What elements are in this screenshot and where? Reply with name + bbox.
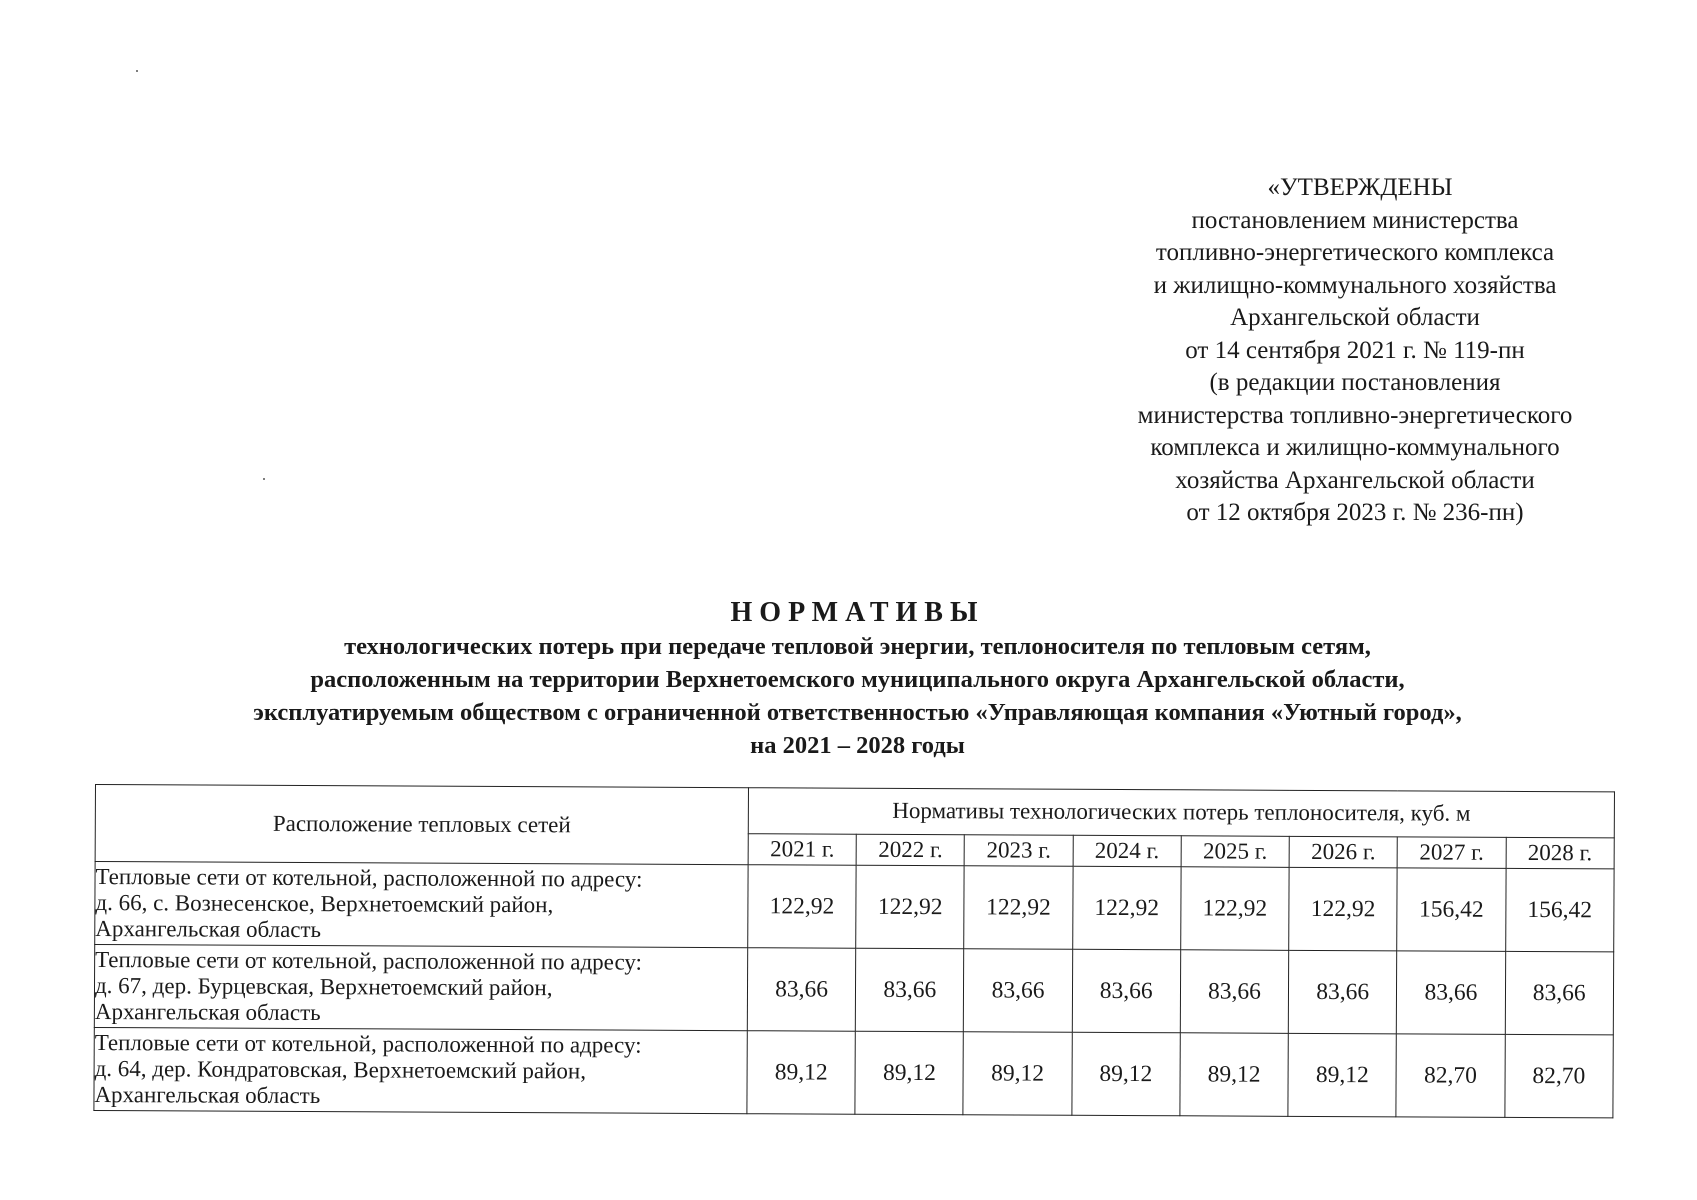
scan-speck <box>263 478 265 480</box>
location-column-header: Расположение тепловых сетей <box>95 785 748 865</box>
value-cell: 156,42 <box>1397 868 1506 952</box>
location-line: Тепловые сети от котельной, расположенной по адресу: <box>94 1030 642 1058</box>
value-cell: 89,12 <box>855 1031 964 1115</box>
table-row <box>95 862 1614 952</box>
approval-line: постановлением министерства <box>1191 206 1519 234</box>
value-cell: 83,66 <box>1288 950 1397 1034</box>
title-subline: эксплуатируемым обществом с ограниченной ответственностью «Управляющая компания «Уютный город», <box>253 699 1462 726</box>
value-cell: 83,66 <box>747 948 856 1032</box>
location-line: Архангельская область <box>94 999 321 1026</box>
year-header: 2026 г. <box>1289 836 1397 868</box>
value-cell: 89,12 <box>1072 1032 1181 1116</box>
document-title <box>90 596 1625 762</box>
approval-line: топливно-энергетического комплекса <box>1155 239 1555 266</box>
location-line: Архангельская область <box>95 916 322 943</box>
approval-line: и жилищно-коммунального хозяйства <box>1153 271 1557 299</box>
approval-line: от 12 октября 2023 г. № 236-пн) <box>1186 499 1524 526</box>
header-row <box>95 785 1614 838</box>
value-cell: 122,92 <box>856 865 965 949</box>
value-cell: 83,66 <box>964 949 1073 1033</box>
location-line: д. 64, дер. Кондратовская, Верхнетоемский район, <box>94 1056 587 1084</box>
value-cell: 122,92 <box>1289 867 1398 951</box>
year-header: 2025 г. <box>1181 835 1289 867</box>
title-subline: на 2021 – 2028 годы <box>750 732 965 759</box>
location-line: Архангельская область <box>94 1082 321 1109</box>
approval-line: комплекса и жилищно-коммунального <box>1150 434 1560 461</box>
value-cell: 89,12 <box>1180 1033 1289 1117</box>
value-cell: 83,66 <box>1180 950 1289 1034</box>
scan-speck <box>136 70 138 72</box>
approval-line: хозяйства Архангельской области <box>1175 466 1535 494</box>
year-header: 2021 г. <box>748 833 856 865</box>
value-cell: 156,42 <box>1505 868 1614 952</box>
location-cell <box>94 1027 747 1113</box>
location-line: Тепловые сети от котельной, расположенной по адресу: <box>95 947 643 975</box>
norms-table <box>93 784 1615 1118</box>
value-cell: 83,66 <box>1072 949 1181 1033</box>
value-cell: 122,92 <box>1072 866 1181 950</box>
value-cell: 122,92 <box>964 866 1073 950</box>
value-cell: 83,66 <box>1505 951 1614 1035</box>
location-cell <box>95 862 748 948</box>
year-header: 2027 г. <box>1397 836 1505 868</box>
location-line: Тепловые сети от котельной, расположенной по адресу: <box>95 864 643 892</box>
approval-line: от 14 сентября 2021 г. № 119-пн <box>1185 336 1525 364</box>
year-header: 2028 г. <box>1506 837 1615 869</box>
approval-line: министерства топливно-энергетического <box>1137 401 1573 429</box>
location-cell <box>94 945 747 1031</box>
title-main: НОРМАТИВЫ <box>730 597 985 628</box>
value-cell: 83,66 <box>1397 951 1506 1035</box>
title-subline: технологических потерь при передаче тепловой энергии, теплоносителя по тепловым сетям, <box>344 633 1371 660</box>
value-cell: 122,92 <box>1181 867 1290 951</box>
approval-stamp-block <box>1090 172 1620 530</box>
location-line: д. 66, с. Вознесенское, Верхнетоемский район, <box>95 890 554 918</box>
norms-column-header: Нормативы технологических потерь теплоносителя, куб. м <box>748 788 1614 838</box>
value-cell: 89,12 <box>1288 1033 1397 1117</box>
year-header: 2022 г. <box>856 834 964 866</box>
value-cell: 122,92 <box>748 865 857 949</box>
year-header: 2023 г. <box>965 834 1073 866</box>
value-cell: 83,66 <box>856 948 965 1032</box>
value-cell: 89,12 <box>963 1032 1072 1116</box>
table-row <box>94 1027 1613 1117</box>
value-cell: 89,12 <box>747 1031 856 1115</box>
value-cell: 82,70 <box>1396 1034 1505 1118</box>
title-subline: расположенным на территории Верхнетоемского муниципального округа Архангельской области, <box>310 666 1405 693</box>
approval-line: Архангельской области <box>1230 304 1480 331</box>
table-row <box>94 945 1613 1035</box>
approval-line: (в редакции постановления <box>1209 369 1501 396</box>
year-header: 2024 г. <box>1073 835 1181 867</box>
location-line: д. 67, дер. Бурцевская, Верхнетоемский район, <box>94 973 553 1001</box>
value-cell: 82,70 <box>1504 1034 1613 1118</box>
approval-line: «УТВЕРЖДЕНЫ <box>1267 174 1453 201</box>
